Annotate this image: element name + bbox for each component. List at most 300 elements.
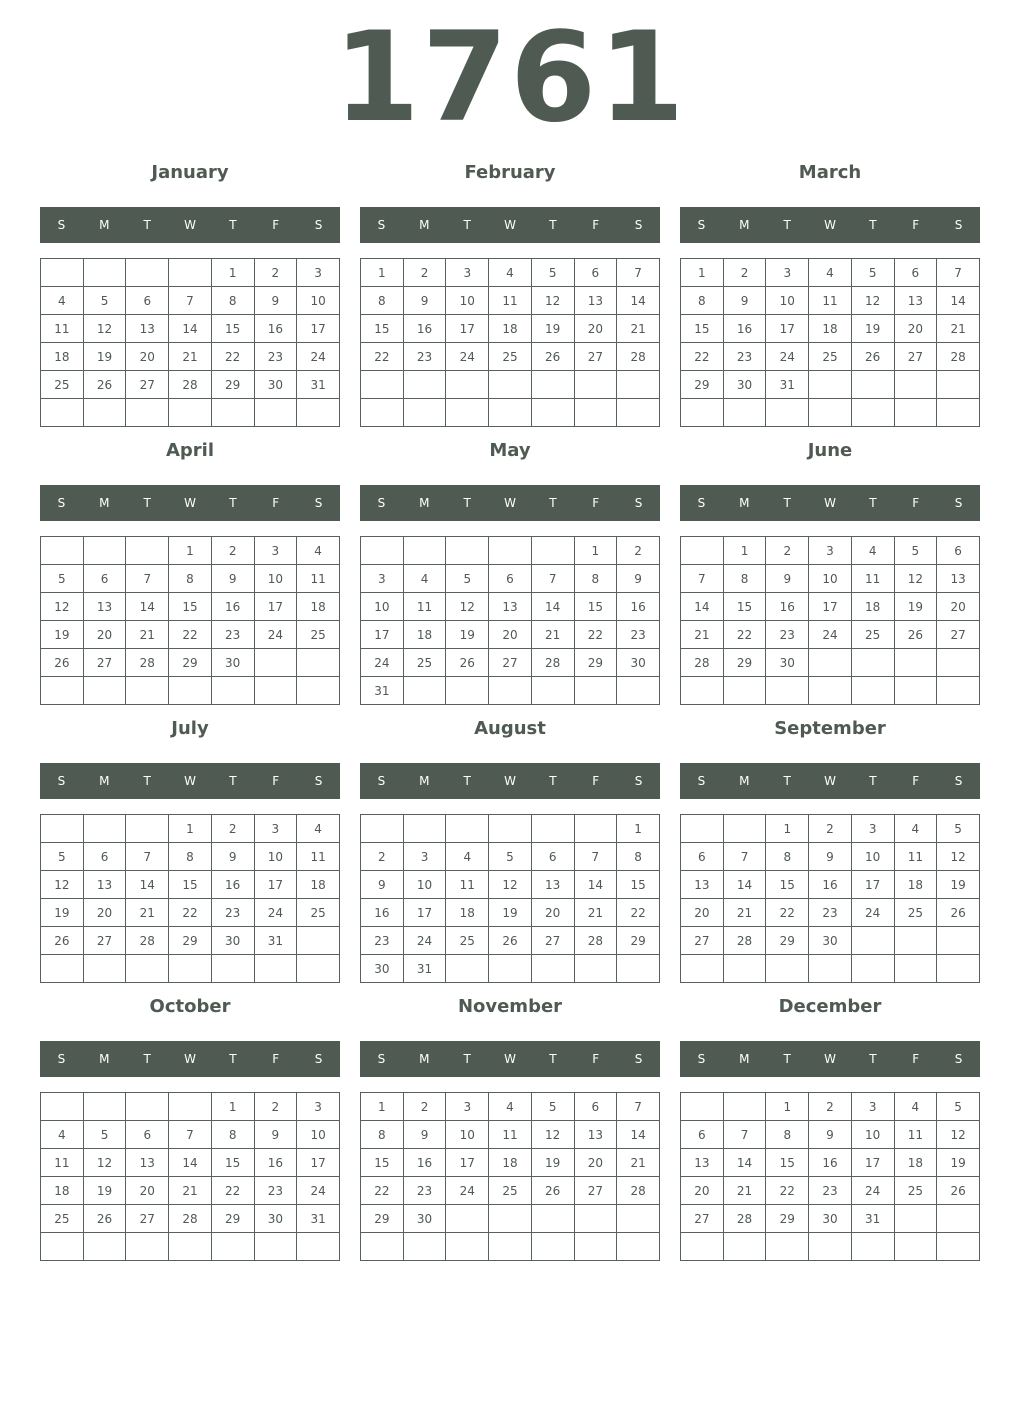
weekday-label: T [143, 218, 151, 232]
day-cell [809, 677, 852, 705]
week-row [41, 843, 340, 871]
day-cell: 5 [531, 259, 574, 287]
weekday-label: F [912, 774, 920, 788]
day-cell: 27 [531, 927, 574, 955]
month-name: November [457, 996, 563, 1017]
week-row [41, 537, 340, 565]
week-row [681, 371, 980, 399]
week-row [681, 399, 980, 427]
day-cell [489, 1205, 532, 1233]
day-cell: 23 [766, 621, 809, 649]
day-cell: 26 [531, 1177, 574, 1205]
day-cell: 4 [894, 815, 937, 843]
day-cell [681, 537, 724, 565]
day-cell: 18 [446, 899, 489, 927]
day-cell: 5 [937, 815, 980, 843]
day-cell: 9 [403, 1121, 446, 1149]
day-cell: 12 [83, 315, 126, 343]
week-row [41, 1177, 340, 1205]
day-cell: 10 [361, 593, 404, 621]
day-grid [680, 536, 980, 705]
day-cell: 10 [766, 287, 809, 315]
day-cell: 6 [937, 537, 980, 565]
day-cell: 8 [766, 1121, 809, 1149]
week-row [41, 593, 340, 621]
day-cell: 20 [126, 1177, 169, 1205]
day-cell: 11 [894, 1121, 937, 1149]
day-grid [680, 1092, 980, 1261]
weekday-label: M [419, 1052, 430, 1066]
day-cell [41, 955, 84, 983]
day-cell [617, 371, 660, 399]
day-cell: 7 [126, 843, 169, 871]
day-cell: 8 [169, 843, 212, 871]
week-row [681, 1149, 980, 1177]
day-cell: 17 [403, 899, 446, 927]
day-cell: 14 [681, 593, 724, 621]
day-cell: 28 [681, 649, 724, 677]
day-cell: 15 [361, 1149, 404, 1177]
day-grid [680, 258, 980, 427]
day-cell [297, 1233, 340, 1261]
day-cell: 9 [361, 871, 404, 899]
day-cell: 9 [723, 287, 766, 315]
week-row [361, 287, 660, 315]
day-cell: 2 [211, 537, 254, 565]
day-cell: 10 [446, 1121, 489, 1149]
day-cell: 11 [403, 593, 446, 621]
day-cell: 12 [489, 871, 532, 899]
day-cell: 6 [681, 1121, 724, 1149]
day-cell [531, 815, 574, 843]
day-cell [446, 677, 489, 705]
day-cell: 9 [254, 287, 297, 315]
weekday-label: W [504, 774, 516, 788]
day-cell: 5 [83, 287, 126, 315]
week-row [361, 593, 660, 621]
day-cell: 17 [446, 1149, 489, 1177]
day-cell: 27 [894, 343, 937, 371]
day-cell [361, 815, 404, 843]
week-row [361, 371, 660, 399]
day-cell: 20 [681, 899, 724, 927]
weekday-label: T [869, 774, 877, 788]
day-cell: 8 [361, 1121, 404, 1149]
day-cell [681, 815, 724, 843]
day-cell: 15 [361, 315, 404, 343]
day-cell [361, 371, 404, 399]
weekday-label: S [377, 218, 386, 232]
day-cell: 5 [446, 565, 489, 593]
day-cell: 21 [574, 899, 617, 927]
day-cell: 26 [489, 927, 532, 955]
weekday-label: T [783, 1052, 791, 1066]
day-cell: 25 [403, 649, 446, 677]
day-cell: 31 [254, 927, 297, 955]
weekday-label: T [549, 218, 557, 232]
day-cell: 31 [403, 955, 446, 983]
day-cell: 4 [41, 1121, 84, 1149]
day-cell: 30 [211, 927, 254, 955]
day-cell: 29 [617, 927, 660, 955]
day-cell [83, 1233, 126, 1261]
week-row [361, 621, 660, 649]
week-row [361, 1177, 660, 1205]
weekday-label: W [184, 1052, 196, 1066]
day-cell: 29 [211, 1205, 254, 1233]
day-cell [894, 649, 937, 677]
day-cell: 3 [809, 537, 852, 565]
day-cell: 15 [169, 871, 212, 899]
day-cell: 26 [937, 899, 980, 927]
day-cell: 6 [489, 565, 532, 593]
day-cell [446, 1205, 489, 1233]
day-cell: 16 [809, 1149, 852, 1177]
day-cell [126, 677, 169, 705]
month-name: February [464, 162, 556, 183]
day-cell [361, 1233, 404, 1261]
week-row [361, 1233, 660, 1261]
day-cell: 15 [766, 1149, 809, 1177]
weekday-label: F [912, 218, 920, 232]
day-cell: 20 [531, 899, 574, 927]
week-row [681, 287, 980, 315]
day-cell [41, 259, 84, 287]
weekday-header [40, 1041, 340, 1077]
day-cell [297, 927, 340, 955]
day-cell: 15 [681, 315, 724, 343]
day-cell: 15 [211, 315, 254, 343]
day-cell: 10 [254, 843, 297, 871]
day-cell: 15 [723, 593, 766, 621]
week-row [361, 343, 660, 371]
day-cell: 10 [851, 843, 894, 871]
day-cell [169, 1093, 212, 1121]
day-cell: 11 [41, 1149, 84, 1177]
day-cell: 27 [126, 371, 169, 399]
day-cell: 18 [894, 1149, 937, 1177]
day-grid [360, 1092, 660, 1261]
day-cell: 29 [723, 649, 766, 677]
day-cell: 11 [851, 565, 894, 593]
weekday-label: T [783, 218, 791, 232]
day-cell: 22 [574, 621, 617, 649]
day-cell: 23 [403, 1177, 446, 1205]
day-cell: 19 [937, 871, 980, 899]
day-cell [41, 677, 84, 705]
week-row [681, 565, 980, 593]
day-cell: 30 [723, 371, 766, 399]
day-cell [574, 371, 617, 399]
week-row [361, 649, 660, 677]
day-cell: 22 [681, 343, 724, 371]
day-cell: 11 [446, 871, 489, 899]
day-cell [809, 399, 852, 427]
day-cell: 16 [361, 899, 404, 927]
day-cell: 23 [254, 1177, 297, 1205]
day-cell: 8 [723, 565, 766, 593]
day-cell [446, 955, 489, 983]
week-row [681, 315, 980, 343]
day-cell [809, 649, 852, 677]
weekday-label: T [229, 1052, 237, 1066]
month-name: May [489, 440, 531, 461]
day-cell [681, 399, 724, 427]
day-cell [169, 955, 212, 983]
day-cell [766, 955, 809, 983]
week-row [361, 259, 660, 287]
day-cell: 18 [403, 621, 446, 649]
day-cell: 8 [681, 287, 724, 315]
day-cell [937, 927, 980, 955]
week-row [41, 315, 340, 343]
weekday-label: F [592, 1052, 600, 1066]
day-cell: 18 [297, 593, 340, 621]
day-cell: 21 [169, 1177, 212, 1205]
day-cell [489, 815, 532, 843]
weekday-label: T [463, 1052, 471, 1066]
day-cell [937, 955, 980, 983]
day-cell: 7 [531, 565, 574, 593]
day-cell [169, 259, 212, 287]
day-cell: 21 [937, 315, 980, 343]
day-cell: 10 [403, 871, 446, 899]
day-cell: 16 [254, 1149, 297, 1177]
day-cell: 24 [851, 1177, 894, 1205]
week-row [681, 955, 980, 983]
day-cell: 1 [617, 815, 660, 843]
day-cell: 24 [297, 343, 340, 371]
day-cell: 29 [766, 1205, 809, 1233]
day-cell: 9 [211, 565, 254, 593]
weekday-label: F [912, 496, 920, 510]
day-cell: 15 [169, 593, 212, 621]
day-cell: 12 [894, 565, 937, 593]
weekday-header [360, 207, 660, 243]
day-cell: 28 [617, 1177, 660, 1205]
day-cell: 22 [617, 899, 660, 927]
day-cell: 16 [403, 1149, 446, 1177]
day-cell [894, 955, 937, 983]
day-cell: 30 [361, 955, 404, 983]
day-cell [937, 677, 980, 705]
weekday-label: M [739, 218, 750, 232]
week-row [41, 871, 340, 899]
day-cell: 2 [211, 815, 254, 843]
weekday-label: T [783, 774, 791, 788]
day-cell: 27 [574, 1177, 617, 1205]
week-row [361, 843, 660, 871]
week-row [681, 927, 980, 955]
day-cell: 6 [531, 843, 574, 871]
day-cell: 17 [254, 871, 297, 899]
weekday-label: M [419, 496, 430, 510]
day-cell: 14 [574, 871, 617, 899]
day-cell: 4 [41, 287, 84, 315]
day-cell [297, 649, 340, 677]
day-cell [297, 955, 340, 983]
day-cell: 29 [211, 371, 254, 399]
weekday-label: S [57, 1052, 66, 1066]
day-cell: 17 [766, 315, 809, 343]
day-cell [851, 927, 894, 955]
day-cell: 7 [169, 1121, 212, 1149]
day-cell: 13 [531, 871, 574, 899]
day-cell: 23 [809, 899, 852, 927]
day-grid [360, 536, 660, 705]
day-cell: 19 [41, 621, 84, 649]
day-cell: 25 [446, 927, 489, 955]
week-row [361, 677, 660, 705]
day-cell: 28 [723, 1205, 766, 1233]
day-cell: 5 [41, 843, 84, 871]
day-cell: 26 [446, 649, 489, 677]
day-grid [360, 814, 660, 983]
day-cell: 19 [531, 1149, 574, 1177]
day-cell: 17 [297, 1149, 340, 1177]
day-cell: 3 [851, 1093, 894, 1121]
day-cell: 3 [254, 537, 297, 565]
day-cell: 17 [297, 315, 340, 343]
day-cell: 5 [851, 259, 894, 287]
month-name: April [165, 440, 215, 461]
day-cell [809, 1233, 852, 1261]
weekday-label: S [377, 774, 386, 788]
day-cell: 17 [254, 593, 297, 621]
weekday-label: S [634, 496, 643, 510]
day-grid [360, 258, 660, 427]
day-cell: 12 [41, 593, 84, 621]
week-row [681, 1121, 980, 1149]
day-cell: 2 [254, 1093, 297, 1121]
day-cell: 27 [83, 927, 126, 955]
week-row [41, 259, 340, 287]
weekday-label: T [229, 496, 237, 510]
day-cell: 20 [681, 1177, 724, 1205]
day-cell: 11 [894, 843, 937, 871]
day-cell: 27 [574, 343, 617, 371]
weekday-label: S [697, 1052, 706, 1066]
week-row [41, 621, 340, 649]
weekday-header [680, 1041, 980, 1077]
weekday-label: W [824, 496, 836, 510]
day-cell: 1 [361, 1093, 404, 1121]
month-name: August [474, 718, 546, 739]
week-row [41, 815, 340, 843]
day-cell: 16 [617, 593, 660, 621]
week-row [361, 899, 660, 927]
day-cell [126, 399, 169, 427]
week-row [681, 1233, 980, 1261]
year-title: 1761 [333, 6, 687, 150]
day-cell: 21 [617, 1149, 660, 1177]
day-cell: 24 [403, 927, 446, 955]
day-cell: 14 [169, 1149, 212, 1177]
day-cell: 27 [489, 649, 532, 677]
day-cell: 26 [41, 927, 84, 955]
day-cell: 3 [254, 815, 297, 843]
weekday-label: W [184, 218, 196, 232]
day-cell: 10 [297, 1121, 340, 1149]
day-cell: 20 [126, 343, 169, 371]
day-cell: 18 [297, 871, 340, 899]
weekday-label: S [697, 218, 706, 232]
day-cell [446, 815, 489, 843]
week-row [361, 1121, 660, 1149]
day-cell: 29 [169, 927, 212, 955]
day-cell: 13 [489, 593, 532, 621]
week-row [41, 1149, 340, 1177]
day-cell: 28 [617, 343, 660, 371]
day-cell [83, 955, 126, 983]
day-cell: 25 [894, 1177, 937, 1205]
day-cell: 26 [83, 371, 126, 399]
day-cell: 16 [254, 315, 297, 343]
day-cell: 8 [211, 1121, 254, 1149]
day-cell [531, 399, 574, 427]
weekday-label: T [463, 774, 471, 788]
weekday-label: W [504, 1052, 516, 1066]
day-cell: 12 [851, 287, 894, 315]
day-cell: 31 [297, 1205, 340, 1233]
week-row [361, 1149, 660, 1177]
day-cell [531, 537, 574, 565]
day-cell: 4 [403, 565, 446, 593]
day-cell: 9 [766, 565, 809, 593]
day-cell: 16 [723, 315, 766, 343]
day-cell: 12 [937, 843, 980, 871]
day-cell: 11 [297, 843, 340, 871]
day-cell: 5 [41, 565, 84, 593]
week-row [361, 399, 660, 427]
day-cell [723, 399, 766, 427]
weekday-label: T [229, 218, 237, 232]
day-cell: 14 [126, 593, 169, 621]
day-cell: 7 [723, 843, 766, 871]
day-cell [41, 1093, 84, 1121]
day-cell [531, 1205, 574, 1233]
day-cell: 7 [126, 565, 169, 593]
weekday-label: T [869, 496, 877, 510]
day-cell: 14 [937, 287, 980, 315]
day-cell: 26 [41, 649, 84, 677]
day-cell [126, 537, 169, 565]
day-cell [937, 649, 980, 677]
day-cell [937, 399, 980, 427]
day-cell [403, 815, 446, 843]
day-cell: 24 [361, 649, 404, 677]
day-cell [574, 677, 617, 705]
day-cell: 26 [894, 621, 937, 649]
day-cell [489, 371, 532, 399]
day-cell: 4 [809, 259, 852, 287]
day-cell: 8 [211, 287, 254, 315]
day-cell [937, 1233, 980, 1261]
day-cell: 30 [809, 1205, 852, 1233]
weekday-label: M [99, 774, 110, 788]
day-cell: 10 [851, 1121, 894, 1149]
day-cell: 15 [766, 871, 809, 899]
day-cell: 19 [851, 315, 894, 343]
week-row [361, 565, 660, 593]
weekday-label: W [504, 496, 516, 510]
weekday-label: S [377, 496, 386, 510]
day-cell: 19 [41, 899, 84, 927]
day-cell: 3 [851, 815, 894, 843]
weekday-label: F [592, 218, 600, 232]
day-cell: 30 [254, 371, 297, 399]
weekday-label: S [634, 774, 643, 788]
